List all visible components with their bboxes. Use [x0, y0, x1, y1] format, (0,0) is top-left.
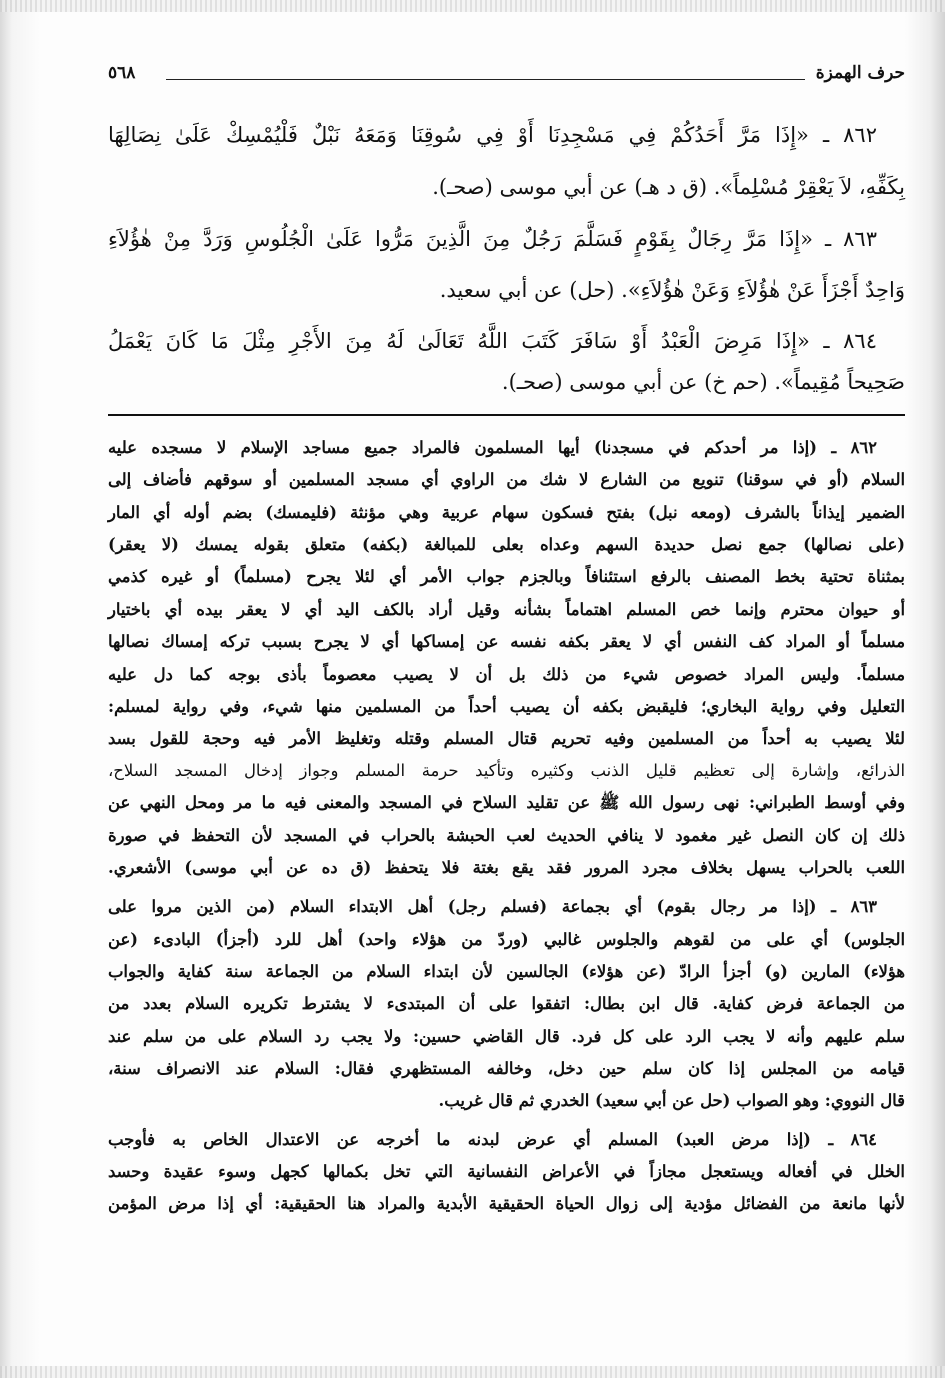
hadith-line: ٨٦٢ ـ «إِذَا مَرَّ أَحَدُكُمْ فِي مَسْجِدِنَا أَوْ فِي سُوقِنَا وَمَعَهُ نَبْلٌ فَلْيُمْسِكْ عَلَىٰ نِصَالِهَا	[108, 123, 877, 147]
hadith-line: وَاحِدٌ أَجْزَأَ عَنْ هٰؤُلاَءِ وَعَنْ هٰؤُلاَءِ». (حل) عن أبي سعيد.	[439, 278, 905, 302]
commentary-line: هؤلاء) المارين (و) أجزأ الرادّ (عن هؤلاء) الجالسين لأن ابتداء السلام من الجماعة سنة كفاية والجواب	[108, 962, 905, 981]
chapter-title: حرف الهمزة	[815, 63, 905, 83]
hadith-line: بِكَفِّهِ، لاَ يَعْقِرْ مُسْلِماً». (ق د هـ) عن أبي موسى (صحـ).	[432, 175, 905, 199]
commentary-line: التعليل وفي رواية البخاري؛ فليقبض بكفه أن يصيب أحداً من المسلمين منها شيء، وفي رواية لمسلم:	[108, 697, 905, 716]
commentary-line: قيامه من المجلس إذا كان سلم حين دخل، وخالفه المستظهري فقال: السلام عند الانصراف سنة،	[108, 1059, 905, 1078]
footnote-separator	[108, 414, 905, 416]
commentary-line: أو حيوان محترم وإنما خص المسلم اهتماماً بشأنه وقيل أراد بالكف اليد أي لا يعقر بيده أي باختيار	[108, 600, 905, 619]
commentary-line: قال النووي: وهو الصواب (حل عن أبي سعيد) الخدري ثم قال غريب.	[438, 1091, 905, 1110]
commentary-line: السلام (أو في سوقنا) تنويع من الشارع لا شك من الراوي أي مسجد المسلمين أو سوقهم فأضاف إلى	[108, 470, 905, 489]
commentary-line: لأنها مانعة من الفضائل مؤدية إلى زوال الحياة الحقيقية الأبدية والمراد هنا الحقيقية: أي إذا مرض المؤمن	[108, 1194, 905, 1213]
commentary-line: الجلوس) أي على من لقوهم والجلوس غالبي (وردّ من هؤلاء واحد) أهل للرد (أجزأ) البادىء (عن	[108, 930, 905, 949]
commentary-line: الذرائع، وإشارة إلى تعظيم قليل الذنب وكثيره وتأكيد حرمة المسلم وجواز إدخال المسجد السلاح،	[108, 761, 905, 780]
commentary-line: اللعب بالحراب يسهل بخلاف مجرد المرور فقد يقع بغتة فلا يتحفظ (ق ده عن أبي موسى) الأشعري.	[108, 858, 905, 877]
header-rule	[166, 79, 805, 80]
scan-edge-bottom	[0, 1366, 945, 1378]
running-header	[108, 58, 905, 88]
scan-edge-top	[0, 0, 945, 12]
page-number: ٥٦٨	[108, 63, 136, 83]
hadith-line: ٨٦٣ ـ «إِذَا مَرَّ رِجَالٌ بِقَوْمٍ فَسَلَّمَ رَجُلٌ مِنَ الَّذِينَ مَرُّوا عَلَىٰ الْجُلُوسِ وَرَدَّ مِنْ هٰؤُلاَءِ	[108, 227, 877, 251]
hadith-line: ٨٦٤ ـ «إِذَا مَرِضَ الْعَبْدُ أَوْ سَافَرَ كَتَبَ اللَّهُ تَعَالَىٰ لَهُ مِنَ الأَجْرِ مِثْلَ مَا كَانَ يَعْمَلُ	[108, 329, 877, 353]
commentary-line: ٨٦٢ ـ (إذا مر أحدكم في مسجدنا) أيها المسلمون فالمراد جميع مساجد الإسلام لا مسجده عليه	[108, 438, 877, 457]
commentary-line: لئلا يصيب به أحداً من المسلمين وفيه تحريم قتال المسلم وقتله وتغليظ الأمر فيه وحجة للقول بسد	[108, 729, 905, 748]
commentary-line: ٨٦٣ ـ (إذا مر رجال بقوم) أي بجماعة (فسلم رجل) أهل الابتداء السلام (من الذين مروا على	[108, 897, 877, 916]
commentary-line: وفي أوسط الطبراني: نهى رسول الله ﷺ عن تقليد السلاح في المسجد والمعنى فيه ما مر ومحل النهي عن	[108, 793, 905, 812]
hadith-line: صَحِيحاً مُقِيماً». (حم خ) عن أبي موسى (صحـ).	[501, 370, 905, 394]
commentary-line: مسلماً أو المراد كف النفس أي لا يعقر بكفه نفسه عن إمساكها أي لا يجرح بسبب تركه إمساك نصالها	[108, 632, 905, 651]
commentary-line: (على نصالها) جمع نصل حديدة السهم وعداه بعلى للمبالغة (بكفه) متعلق بقوله يمسك (لا يعقر)	[108, 535, 905, 554]
commentary-line: الخلل في أفعاله ويستعجل مجازاً في الأعراض النفسانية التي تخل بكمالها كجهل وسوء عقيدة وحسد	[108, 1162, 905, 1181]
commentary-line: ٨٦٤ ـ (إذا مرض العبد) المسلم أي عرض لبدنه ما أخرجه عن الاعتدال الخاص به فأوجب	[108, 1130, 877, 1149]
commentary-line: ذلك إن كان النصل غير مغمود لا ينافي الحديث لعب الحبشة بالحراب في المسجد لأن التحفظ في صورة	[108, 826, 905, 845]
commentary-line: سلم عليهم وأنه لا يجب الرد على كل فرد. قال القاضي حسين: ولا يجب رد السلام على من سلم عند	[108, 1027, 905, 1046]
commentary-line: من الجماعة فرض كفاية. قال ابن بطال: اتفقوا على أن المبتدىء لا يشترط تكريره السلام بعدد من	[108, 994, 905, 1013]
commentary-line: مسلماً. وليس المراد خصوص شيء من ذلك بل أن لا يصيب معصوماً بأذى بوجه كما دل عليه	[108, 665, 905, 684]
commentary-line: بمثناة تحتية بخط المصنف بالرفع استئنافاً وبالجزم جواب الأمر أي لئلا يجرح (مسلماً) أو غيره كذمي	[108, 567, 905, 586]
commentary-line: الضمير إيذاناً بالشرف (ومعه نبل) بفتح فسكون سهام عربية وهي مؤنثة (فليمسك) بضم أوله أي المار	[108, 503, 905, 522]
